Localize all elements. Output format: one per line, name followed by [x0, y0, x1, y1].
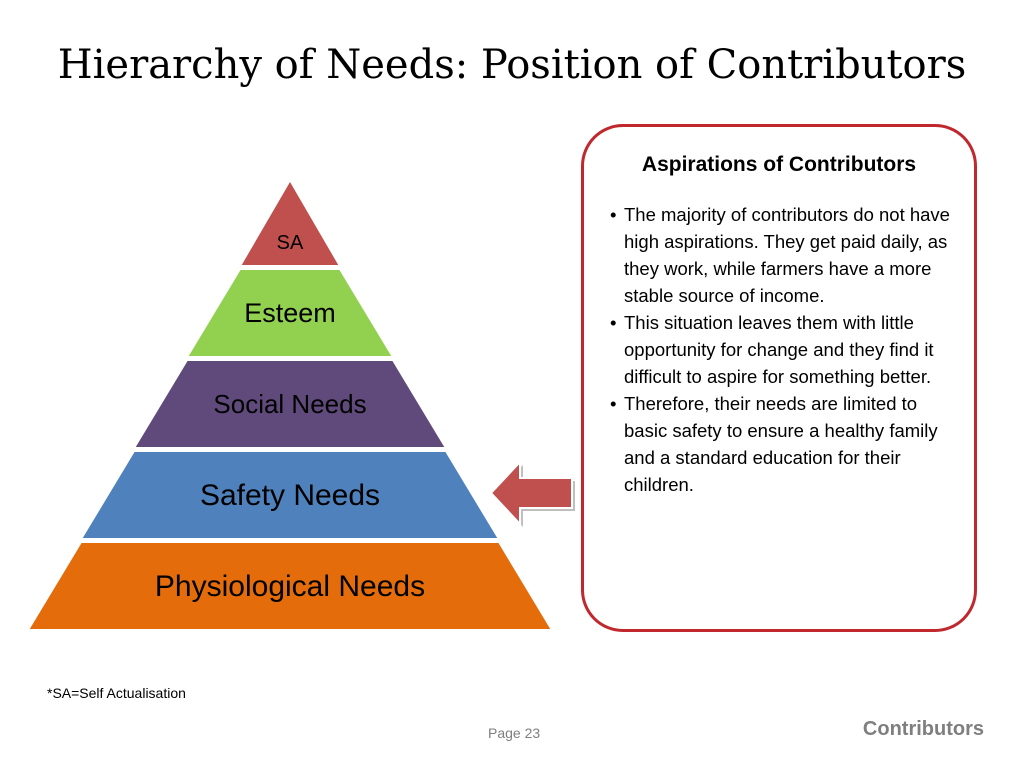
aspiration-bullet: • Therefore, their needs are limited to basic safety to ensure a healthy family and a standard education for their children.: [608, 390, 950, 498]
slide-title: Hierarchy of Needs: Position of Contributors: [57, 42, 967, 88]
aspirations-box: [581, 124, 977, 632]
pyramid-label-esteem: Esteem: [244, 298, 336, 328]
page-number: Page 23: [488, 725, 541, 741]
aspiration-bullet: • The majority of contributors do not have high aspirations. They get paid daily, as they work, while farmers have a more stable source of income.: [608, 201, 950, 309]
left-arrow-icon: [491, 462, 575, 527]
aspirations-heading: Aspirations of Contributors: [641, 153, 917, 176]
aspiration-bullet: • This situation leaves them with little opportunity for change and they find it difficult to aspire for something better.: [608, 309, 950, 390]
brand-label: Contributors: [862, 718, 984, 740]
pyramid-label-sa: SA: [276, 232, 304, 254]
aspirations-list: [608, 201, 950, 498]
pyramid-label-social-needs: Social Needs: [213, 389, 367, 419]
footnote: *SA=Self Actualisation: [47, 685, 186, 701]
pyramid-label-physiological-needs: Physiological Needs: [154, 570, 426, 603]
pyramid-label-safety-needs: Safety Needs: [199, 479, 381, 512]
